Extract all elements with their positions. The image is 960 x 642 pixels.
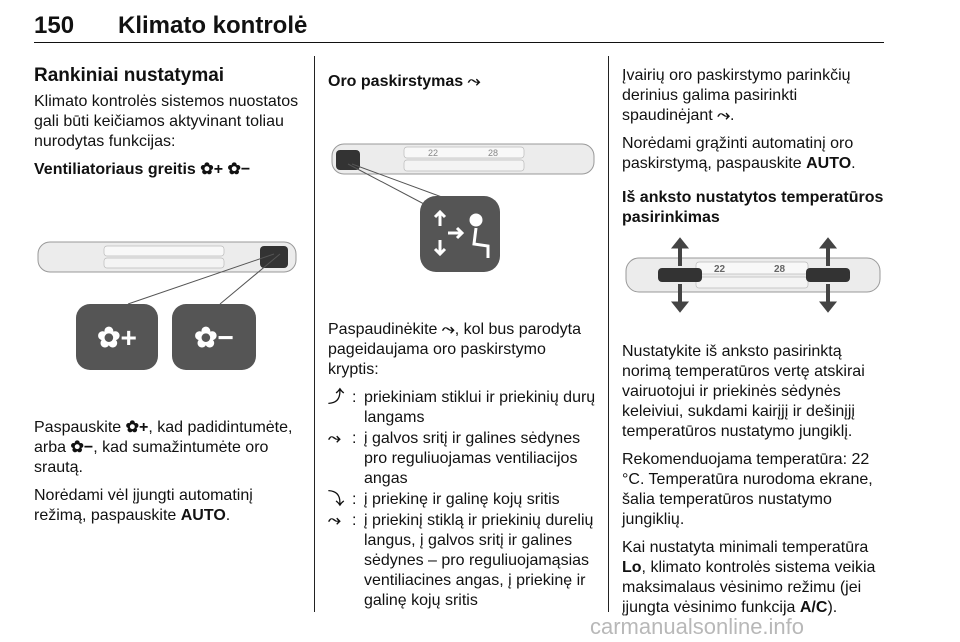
fan-plus-icon: ✿+ [125, 419, 149, 436]
distribution-button-highlight [336, 150, 360, 170]
watermark: carmanualsonline.info [590, 614, 805, 639]
section-title: Rankiniai nustatymai [34, 65, 225, 86]
minimum-temperature-note: Kai nustatyta minimali temperatūra Lo, klimato kontrolės sistema veikia maksimalaus vėsinimo režimu (jei įjungta vėsinimo funkcija A/C). [622, 539, 876, 616]
panel-temp-right: 28 [488, 148, 499, 158]
fan-speed-figure [34, 232, 304, 382]
list-item: ⤵ : į priekinę ir galinę kojų sritis [328, 491, 560, 508]
panel-display [104, 246, 224, 256]
air-distribution-instruction: Paspaudinėkite ⤳, kol bus parodyta pageidaujama oro paskirstymo kryptis: [328, 321, 581, 378]
air-distribution-icon: ⤳ [441, 321, 455, 338]
panel-temp-left: 22 [714, 264, 726, 275]
combination-text: Įvairių oro paskirstymo parinkčių derinius galima pasirinkti spaudinėjant ⤳. [622, 67, 851, 124]
list-item: ⤴ : priekiniam stiklui ir priekinių durų langams [328, 389, 596, 426]
fan-minus-label: ✿− [194, 322, 234, 353]
panel-display [404, 147, 524, 158]
panel-buttons-row [104, 258, 224, 268]
intro-text: Klimato kontrolės sistemos nuostatos gali būti keičiamos aktyvinant toliau nurodytas funkcijas: [34, 93, 299, 150]
panel-buttons-row [404, 160, 524, 171]
air-distribution-options [328, 388, 598, 611]
footwell-icon: ⤵ [328, 491, 345, 508]
air-distribution-icon: ⤳ [467, 73, 481, 90]
air-distribution-icon: ⤳ [717, 107, 731, 124]
panel-temp-right: 28 [774, 264, 786, 275]
fan-speed-heading: Ventiliatoriaus greitis ✿+ ✿− [34, 161, 251, 178]
list-item: ⤳ : į galvos sritį ir galines sėdynes pro reguliuojamas ventiliacijos angas [328, 430, 581, 487]
auto-label: AUTO [180, 507, 226, 524]
lo-label: Lo [622, 559, 642, 576]
air-distribution-heading: Oro paskirstymas ⤳ [328, 73, 481, 90]
column-divider [608, 56, 609, 612]
auto-instruction: Norėdami vėl įjungti automatinį režimą, paspauskite AUTO. [34, 487, 253, 524]
middle-column-top [328, 72, 598, 100]
head-vent-icon: ⤳ [328, 430, 341, 447]
recommended-temperature: Rekomenduojama temperatūra: 22 °C. Temperatūra nurodoma ekrane, šalia temperatūros nustatymo jungiklių. [622, 451, 873, 528]
panel-buttons-row [696, 277, 808, 288]
column-divider [314, 56, 315, 612]
preset-temperature-heading: Iš anksto nustatytos temperatūros pasirinkimas [622, 189, 884, 226]
windscreen-icon: ⤴ [328, 389, 345, 406]
ac-label: A/C [799, 599, 828, 616]
left-column-lower [34, 418, 302, 534]
right-column [622, 66, 886, 236]
page-title: Klimato kontrolė [118, 12, 308, 39]
right-column-lower [622, 342, 886, 626]
temperature-instruction: Nustatykite iš anksto pasirinktą norimą temperatūros vertę atskirai vairuotojui ir priekinės sėdynės keleiviui, sukdami kairįjį ir dešinįjį temperatūros nustatymo jungiklį. [622, 343, 865, 440]
middle-column [328, 320, 598, 612]
page-number: 150 [34, 12, 75, 39]
fan-minus-icon: ✿− [70, 439, 94, 456]
all-vents-icon: ⤳ [328, 512, 341, 529]
panel-temp-left: 22 [428, 148, 439, 158]
right-temperature-knob [806, 268, 850, 282]
auto-label: AUTO [806, 155, 852, 172]
page-header [34, 10, 884, 43]
left-temperature-knob [658, 268, 702, 282]
left-column [34, 66, 302, 188]
fan-speed-icons: ✿+ ✿− [200, 161, 251, 178]
air-distribution-figure [328, 140, 598, 280]
auto-distribution-text: Norėdami grąžinti automatinį oro paskirstymą, paspauskite AUTO. [622, 135, 856, 172]
fan-plus-label: ✿+ [97, 322, 137, 353]
list-item: ⤳ : į priekinį stiklą ir priekinių durelių langus, į galvos sritį ir galines sėdynes – pro reguliuojamąsias ventiliacines angas, į priekinę ir galinę kojų sritis [328, 512, 594, 609]
temperature-figure [622, 236, 884, 316]
fan-instruction: Paspauskite ✿+, kad padidintumėte, arba ✿−, kad sumažintumėte oro srautą. [34, 419, 293, 476]
panel-display [696, 262, 808, 274]
